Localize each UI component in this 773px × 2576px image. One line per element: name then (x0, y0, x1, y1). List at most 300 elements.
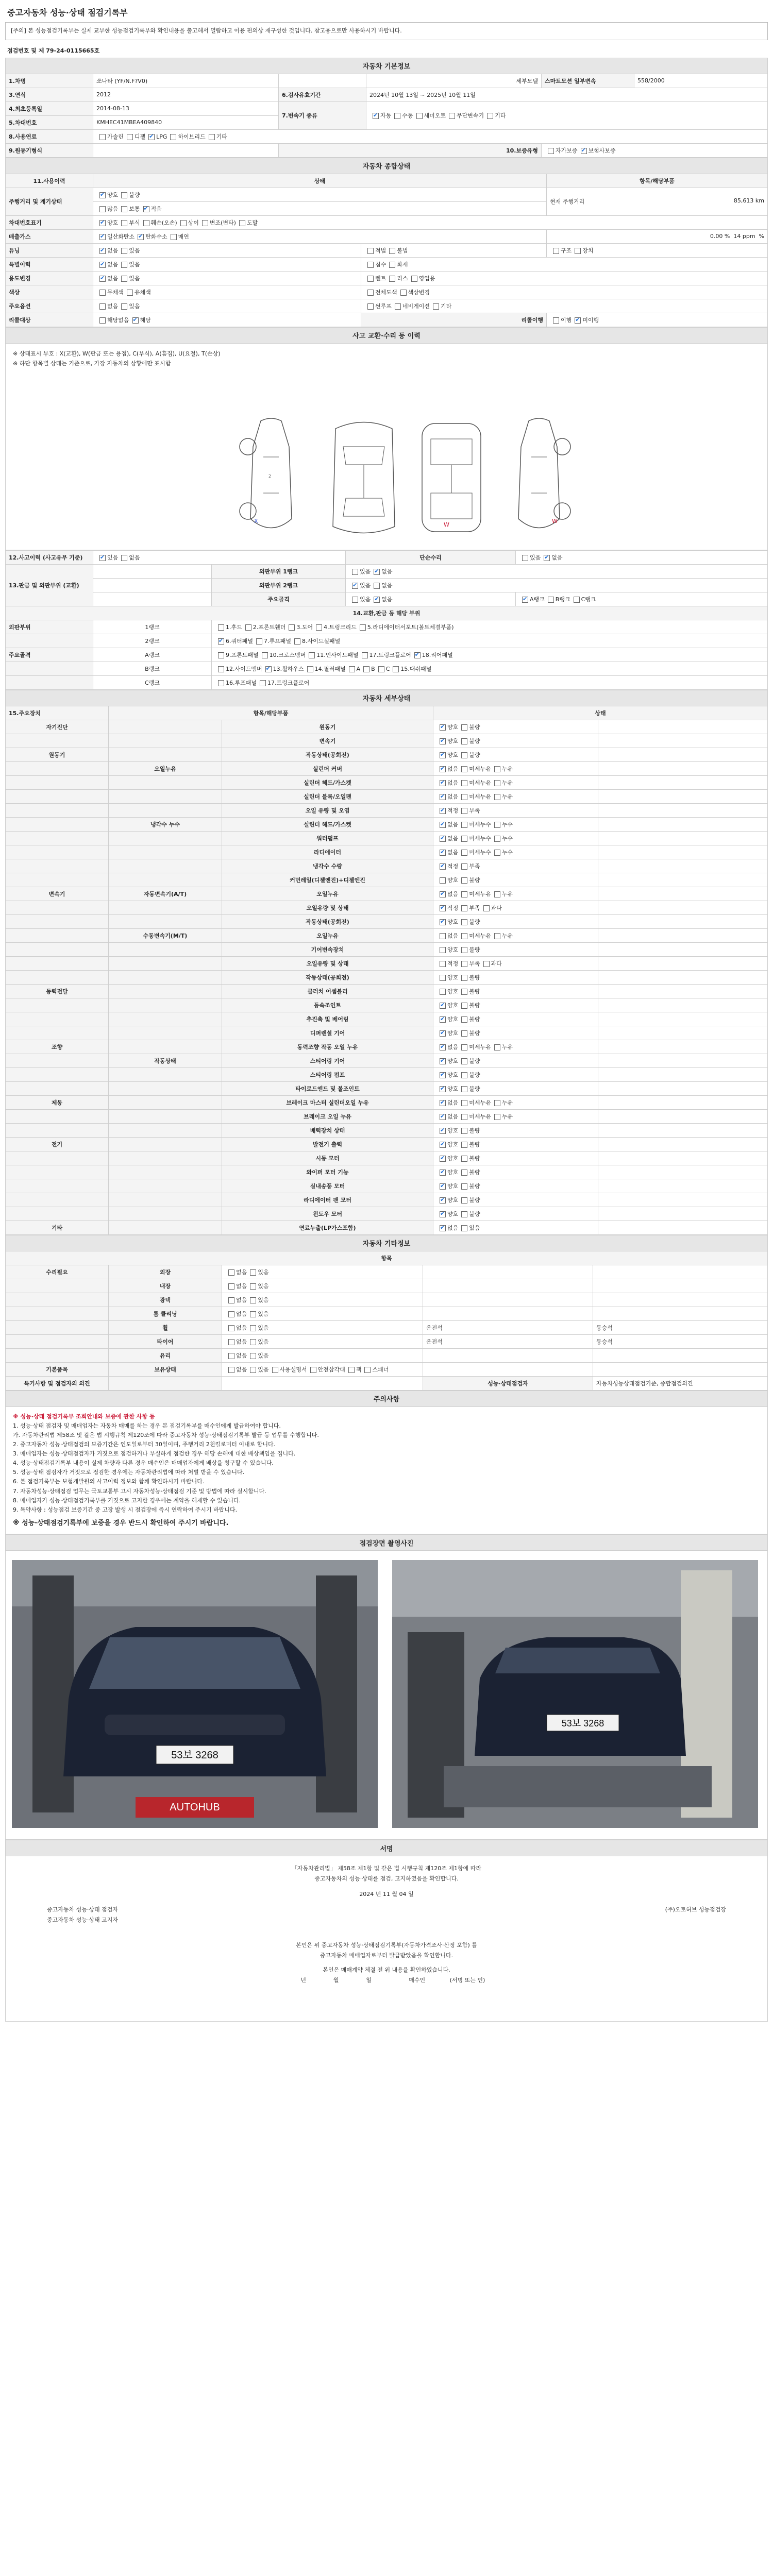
detail-rows (6, 720, 768, 1234)
checkbox[interactable] (494, 1044, 500, 1050)
checkbox[interactable] (461, 1100, 467, 1106)
other-state-options (222, 1362, 423, 1376)
checkbox[interactable] (99, 220, 106, 226)
color-change-options (361, 285, 768, 299)
checkbox[interactable] (316, 624, 322, 631)
checkbox[interactable] (416, 113, 423, 119)
checkbox[interactable] (461, 1016, 467, 1023)
checkbox[interactable] (121, 262, 127, 268)
rank2-options (346, 578, 768, 592)
checkbox[interactable] (250, 1297, 256, 1303)
checkbox[interactable] (272, 1367, 278, 1373)
table-row (6, 1123, 768, 1137)
checkbox[interactable] (440, 822, 446, 828)
checkbox[interactable] (364, 1367, 371, 1373)
checkbox[interactable] (440, 850, 446, 856)
checkbox[interactable] (440, 752, 446, 758)
checkbox[interactable] (250, 1325, 256, 1331)
checkbox[interactable] (440, 1183, 446, 1190)
detail-note (598, 1054, 768, 1067)
checkbox[interactable] (202, 220, 208, 226)
checkbox[interactable] (250, 1339, 256, 1345)
checkbox[interactable] (461, 1086, 467, 1092)
checkbox[interactable] (440, 1225, 446, 1231)
checkbox[interactable] (121, 276, 127, 282)
checkbox[interactable] (461, 989, 467, 995)
checkbox[interactable] (260, 680, 266, 686)
checkbox-label: 불량 (129, 191, 140, 198)
label-special-history: 특별이력 (6, 257, 93, 271)
checkbox[interactable] (228, 1311, 234, 1317)
checkbox-label: 불량 (469, 1029, 480, 1037)
checkbox[interactable] (581, 148, 587, 154)
checkbox[interactable] (440, 1170, 446, 1176)
detail-note (598, 984, 768, 998)
checkbox[interactable] (143, 206, 149, 212)
checkbox[interactable] (494, 766, 500, 772)
checkbox-label: 없음 (236, 1296, 247, 1303)
inspector-label: 중고자동차 성능·상태 점검자 (47, 1906, 119, 1913)
checkbox[interactable] (440, 1100, 446, 1106)
detail-note (598, 845, 768, 859)
checkbox[interactable] (494, 1100, 500, 1106)
checkbox[interactable] (440, 905, 446, 911)
checkbox-label: 없음 (381, 596, 393, 603)
checkbox[interactable] (289, 624, 295, 631)
checkbox[interactable] (494, 933, 500, 939)
checkbox-label: 없음 (447, 1043, 459, 1050)
checkbox[interactable] (440, 738, 446, 744)
checkbox[interactable] (461, 891, 467, 897)
checkbox[interactable] (99, 192, 106, 198)
checkbox[interactable] (262, 652, 268, 658)
checkbox[interactable] (522, 555, 528, 561)
checkbox[interactable] (440, 1003, 446, 1009)
checkbox[interactable] (440, 724, 446, 731)
checkbox[interactable] (148, 134, 155, 140)
sign-statement-1: 「자동차관리법」 제58조 제1항 및 같은 법 시행규칙 제120조 제1항에 따라 (291, 1865, 482, 1872)
checkbox[interactable] (349, 666, 355, 672)
checkbox[interactable] (461, 961, 467, 967)
checkbox[interactable] (461, 1128, 467, 1134)
detail-device (6, 845, 109, 859)
checkbox[interactable] (483, 905, 490, 911)
checkbox[interactable] (553, 317, 559, 324)
checkbox[interactable] (121, 220, 127, 226)
signature-block (5, 1856, 768, 2022)
checkbox[interactable] (494, 1114, 500, 1120)
checkbox[interactable] (440, 766, 446, 772)
checkbox[interactable] (218, 652, 224, 658)
checkbox[interactable] (228, 1339, 234, 1345)
detail-item: 실린더 커버 (222, 761, 433, 775)
checkbox[interactable] (310, 1367, 316, 1373)
detail-state-options (433, 748, 598, 761)
checkbox-label: 양호 (447, 1085, 459, 1092)
checkbox[interactable] (449, 113, 455, 119)
checkbox[interactable] (461, 780, 467, 786)
checkbox[interactable] (352, 597, 358, 603)
plate-rear: 53보 3268 (561, 1718, 604, 1729)
other-extra-1: 운전석 (423, 1320, 593, 1334)
checkbox[interactable] (250, 1353, 256, 1359)
checkbox[interactable] (461, 1114, 467, 1120)
checkbox[interactable] (440, 1058, 446, 1064)
checkbox[interactable] (99, 262, 106, 268)
checkbox[interactable] (461, 822, 467, 828)
checkbox[interactable] (440, 1044, 446, 1050)
parts-rank: A랭크 (93, 648, 212, 662)
checkbox[interactable] (553, 248, 559, 254)
checkbox-label: 누유 (501, 765, 513, 772)
checkbox-label: 구조 (561, 247, 572, 254)
checkbox-label: 없음 (447, 932, 459, 939)
checkbox-label: 없음 (236, 1352, 247, 1359)
detail-group (109, 803, 222, 817)
checkbox[interactable] (522, 597, 528, 603)
checkbox[interactable] (367, 290, 374, 296)
checkbox[interactable] (367, 303, 374, 310)
checkbox[interactable] (461, 877, 467, 884)
special-history-type-options (361, 257, 768, 271)
checkbox[interactable] (440, 1072, 446, 1078)
checkbox[interactable] (461, 1030, 467, 1037)
checkbox[interactable] (374, 583, 380, 589)
checkbox[interactable] (218, 624, 224, 631)
checkbox[interactable] (171, 234, 177, 240)
checkbox[interactable] (461, 766, 467, 772)
checkbox-label: 불량 (469, 1182, 480, 1190)
checkbox[interactable] (548, 148, 554, 154)
checkbox-label: 양호 (447, 1155, 459, 1162)
checkbox-label: 양호 (447, 1127, 459, 1134)
checkbox[interactable] (440, 794, 446, 800)
checkbox[interactable] (138, 234, 144, 240)
checkbox[interactable] (99, 555, 106, 561)
checkbox[interactable] (352, 583, 358, 589)
checkbox[interactable] (440, 919, 446, 925)
detail-item: 기어변속장치 (222, 942, 433, 956)
checkbox[interactable] (132, 317, 139, 324)
checkbox[interactable] (411, 276, 417, 282)
checkbox[interactable] (440, 808, 446, 814)
table-row (6, 1362, 768, 1376)
checkbox[interactable] (575, 248, 581, 254)
detail-group (109, 1081, 222, 1095)
checkbox[interactable] (99, 206, 106, 212)
checkbox[interactable] (394, 113, 400, 119)
checkbox[interactable] (440, 1142, 446, 1148)
checkbox[interactable] (494, 836, 500, 842)
checkbox-label: 영업용 (418, 275, 435, 282)
checkbox[interactable] (99, 317, 106, 324)
checkbox[interactable] (440, 975, 446, 981)
other-extra-2 (593, 1279, 768, 1293)
detail-group (109, 998, 222, 1012)
checkbox[interactable] (378, 666, 384, 672)
checkbox-label: 있음 (360, 596, 371, 603)
other-extra-2: 동승석 (593, 1320, 768, 1334)
checkbox-label: 없음 (447, 779, 459, 786)
other-item: 유리 (109, 1348, 222, 1362)
checkbox[interactable] (228, 1297, 234, 1303)
checkbox[interactable] (228, 1325, 234, 1331)
checkbox[interactable] (461, 752, 467, 758)
checkbox-label: 사용설명서 (279, 1366, 307, 1373)
detail-state-options (433, 803, 598, 817)
detail-state-options (433, 789, 598, 803)
value-submodel: 스마트모션 일부변속 (542, 74, 634, 88)
detail-item: 발전기 출력 (222, 1137, 433, 1151)
value-inspection-period: 2024년 10월 13일 ~ 2025년 10월 11일 (366, 88, 768, 101)
parts-rankA-options (212, 648, 768, 662)
detail-note (598, 1165, 768, 1179)
checkbox[interactable] (575, 317, 581, 324)
notes-warning: ※ 성능·상태점검기록부에 보증을 경우 반드시 확인하여 주시기 바랍니다. (13, 1519, 229, 1528)
checkbox[interactable] (209, 134, 215, 140)
detail-item: 시동 모터 (222, 1151, 433, 1165)
checkbox[interactable] (180, 220, 187, 226)
checkbox[interactable] (121, 248, 127, 254)
checkbox[interactable] (461, 1211, 467, 1217)
checkbox-label: 있음 (469, 1224, 480, 1231)
checkbox[interactable] (487, 113, 493, 119)
checkbox[interactable] (228, 1283, 234, 1290)
checkbox[interactable] (309, 652, 315, 658)
checkbox[interactable] (348, 1367, 355, 1373)
checkbox-label: 없음 (551, 554, 563, 561)
checkbox-label: 적정 (447, 862, 459, 870)
detail-group: 수동변속기(M/T) (109, 928, 222, 942)
checkbox[interactable] (294, 638, 300, 645)
checkbox[interactable] (433, 303, 439, 310)
checkbox[interactable] (250, 1367, 256, 1373)
table-row (6, 775, 768, 789)
checkbox[interactable] (461, 1003, 467, 1009)
checkbox[interactable] (483, 961, 490, 967)
checkbox[interactable] (461, 850, 467, 856)
detail-group (109, 845, 222, 859)
table-row (6, 1207, 768, 1221)
autohub-banner: AUTOHUB (170, 1802, 220, 1814)
checkbox[interactable] (352, 569, 358, 575)
checkbox[interactable] (461, 1142, 467, 1148)
checkbox[interactable] (461, 947, 467, 953)
checkbox-label: 이행 (561, 316, 572, 324)
checkbox[interactable] (440, 1086, 446, 1092)
checkbox[interactable] (170, 134, 176, 140)
mileage-value: 현재 주행거리 85,613 km (547, 188, 768, 215)
checkbox[interactable] (374, 569, 380, 575)
detail-item: 실린더 블록/오일팬 (222, 789, 433, 803)
checkbox[interactable] (367, 248, 374, 254)
checkbox[interactable] (218, 680, 224, 686)
checkbox-label: 양호 (107, 191, 119, 198)
checkbox[interactable] (395, 303, 401, 310)
label-panel-parts: 13.판금 및 외판부위 (교환) (6, 564, 93, 606)
checkbox[interactable] (461, 724, 467, 731)
emission-values: 0.00 % 14 ppm % (547, 229, 768, 243)
detail-item: 와이퍼 모터 기능 (222, 1165, 433, 1179)
checkbox[interactable] (440, 961, 446, 967)
detail-state-options (433, 984, 598, 998)
checkbox[interactable] (440, 877, 446, 884)
checkbox[interactable] (461, 1156, 467, 1162)
detail-note (598, 1026, 768, 1040)
detail-item: 타이로드엔드 및 볼조인트 (222, 1081, 433, 1095)
checkbox[interactable] (99, 248, 106, 254)
checkbox[interactable] (265, 666, 272, 672)
checkbox[interactable] (389, 276, 395, 282)
checkbox[interactable] (99, 303, 106, 310)
checkbox[interactable] (440, 780, 446, 786)
checkbox[interactable] (389, 248, 395, 254)
checkbox[interactable] (440, 947, 446, 953)
checkbox[interactable] (367, 276, 374, 282)
checkbox[interactable] (218, 638, 224, 645)
checkbox[interactable] (440, 863, 446, 870)
checkbox[interactable] (494, 780, 500, 786)
checkbox[interactable] (374, 597, 380, 603)
checkbox-label: 누수 (501, 849, 513, 856)
checkbox[interactable] (363, 666, 369, 672)
checkbox[interactable] (461, 905, 467, 911)
checkbox-label: 적법 (375, 247, 386, 254)
accident-history-table (5, 550, 768, 690)
checkbox[interactable] (250, 1269, 256, 1276)
checkbox[interactable] (574, 597, 580, 603)
checkbox[interactable] (228, 1367, 234, 1373)
label-accident: 12.사고이력 (사고유무 기준) (6, 550, 93, 564)
checkbox[interactable] (461, 975, 467, 981)
checkbox[interactable] (494, 822, 500, 828)
checkbox[interactable] (461, 1225, 467, 1231)
checkbox[interactable] (307, 666, 313, 672)
checkbox-label: 없음 (236, 1366, 247, 1373)
checkbox[interactable] (373, 113, 379, 119)
detail-note (598, 761, 768, 775)
parts-rankC-options (212, 675, 768, 689)
checkbox[interactable] (245, 624, 251, 631)
checkbox[interactable] (461, 836, 467, 842)
checkbox[interactable] (121, 192, 127, 198)
checkbox[interactable] (127, 134, 133, 140)
checkbox[interactable] (127, 290, 133, 296)
checkbox[interactable] (461, 1072, 467, 1078)
checkbox[interactable] (461, 808, 467, 814)
checkbox[interactable] (121, 303, 127, 310)
checkbox[interactable] (440, 1197, 446, 1204)
checkbox[interactable] (99, 134, 106, 140)
col-items: 항목/해당부품 (547, 174, 768, 188)
checkbox[interactable] (250, 1283, 256, 1290)
checkbox[interactable] (548, 597, 554, 603)
checkbox-label: 양호 (447, 1196, 459, 1204)
checkbox[interactable] (143, 220, 149, 226)
checkbox[interactable] (362, 652, 368, 658)
checkbox-label: 미세누유 (469, 793, 491, 800)
detail-state-options (433, 734, 598, 748)
mileage-level-options (93, 201, 547, 215)
checkbox[interactable] (440, 1030, 446, 1037)
detail-group (109, 914, 222, 928)
checkbox-label: 누유 (501, 890, 513, 897)
checkbox[interactable] (393, 666, 399, 672)
checkbox[interactable] (440, 1114, 446, 1120)
other-group (6, 1307, 109, 1320)
checkbox[interactable] (461, 1058, 467, 1064)
checkbox[interactable] (461, 919, 467, 925)
checkbox[interactable] (494, 794, 500, 800)
section-photos: 점검장면 촬영사진 (6, 1535, 768, 1551)
checkbox[interactable] (461, 1183, 467, 1190)
rank1-options (346, 564, 768, 578)
checkbox[interactable] (440, 1128, 446, 1134)
table-row (6, 1193, 768, 1207)
checkbox[interactable] (494, 891, 500, 897)
detail-device (6, 1081, 109, 1095)
checkbox[interactable] (239, 220, 245, 226)
checkbox[interactable] (218, 666, 224, 672)
detail-group (109, 873, 222, 887)
checkbox[interactable] (440, 1156, 446, 1162)
checkbox[interactable] (250, 1311, 256, 1317)
checkbox[interactable] (461, 933, 467, 939)
detail-device: 조향 (6, 1040, 109, 1054)
checkbox[interactable] (494, 850, 500, 856)
checkbox[interactable] (440, 1016, 446, 1023)
checkbox[interactable] (461, 1197, 467, 1204)
checkbox[interactable] (400, 290, 407, 296)
detail-device (6, 831, 109, 845)
checkbox[interactable] (461, 738, 467, 744)
checkbox[interactable] (414, 652, 421, 658)
checkbox[interactable] (461, 863, 467, 870)
checkbox[interactable] (440, 1211, 446, 1217)
checkbox[interactable] (99, 234, 106, 240)
checkbox[interactable] (121, 206, 127, 212)
notifier-label: 중고자동차 성능·상태 고지자 (47, 1916, 119, 1923)
checkbox-label: 불량 (469, 1002, 480, 1009)
checkbox[interactable] (389, 262, 395, 268)
other-group (6, 1348, 109, 1362)
detail-note (598, 803, 768, 817)
checkbox[interactable] (360, 624, 366, 631)
checkbox[interactable] (228, 1353, 234, 1359)
checkbox[interactable] (99, 276, 106, 282)
document-number-label: 점검번호 및 (7, 47, 37, 54)
checkbox[interactable] (440, 989, 446, 995)
checkbox[interactable] (461, 1044, 467, 1050)
checkbox[interactable] (256, 638, 262, 645)
checkbox[interactable] (461, 1170, 467, 1176)
label-usage-change: 용도변경 (6, 271, 93, 285)
checkbox[interactable] (367, 262, 374, 268)
checkbox[interactable] (461, 794, 467, 800)
checkbox[interactable] (99, 290, 106, 296)
checkbox[interactable] (228, 1269, 234, 1276)
other-group (6, 1320, 109, 1334)
buyer-statement-3: 본인은 매매계약 체결 전 위 내용을 확인하였습니다. (323, 1967, 450, 1974)
checkbox[interactable] (440, 891, 446, 897)
checkbox[interactable] (440, 836, 446, 842)
checkbox[interactable] (121, 555, 127, 561)
checkbox[interactable] (544, 555, 550, 561)
other-extra-1 (423, 1279, 593, 1293)
parts-rank: 1랭크 (93, 620, 212, 634)
checkbox[interactable] (440, 933, 446, 939)
checkbox-label: 부족 (469, 960, 480, 967)
